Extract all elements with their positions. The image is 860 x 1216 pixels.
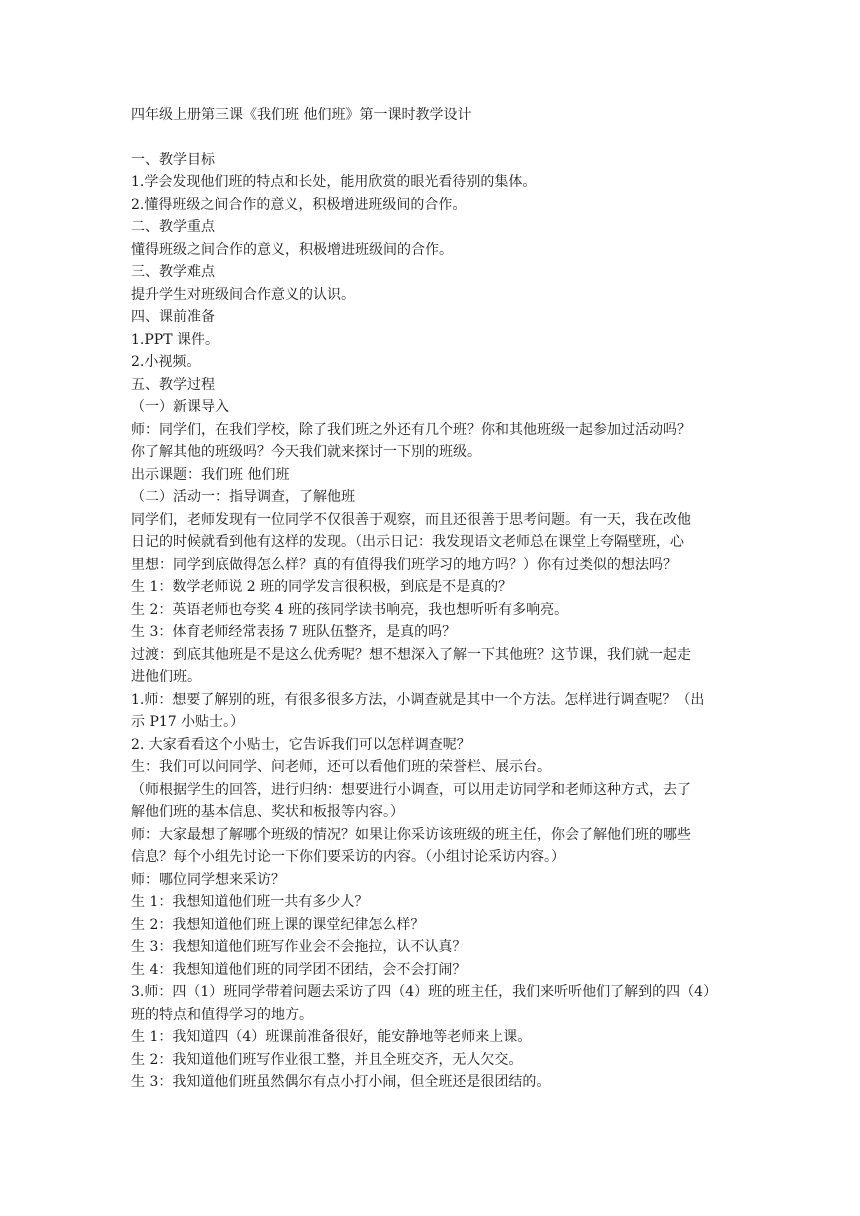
text-line: 你了解其他的班级吗？今天我们就来探讨一下別的班级。 xyxy=(131,444,481,460)
text-line: 解他们班的基本信息、奖状和板报等内容。） xyxy=(131,804,404,820)
text-line: 班的特点和值得学习的地方。 xyxy=(131,1006,313,1023)
text-line: 生 1：我知道四（4）班课前准备很好，能安静地等老师来上课。 xyxy=(131,1029,532,1045)
document-text xyxy=(131,149,741,1094)
text-line: 示 P17 小贴士。） xyxy=(131,714,245,730)
text-line: 懂得班级之间合作的意义，积极增进班级间的合作。 xyxy=(131,241,453,258)
text-line: 同学们，老师发现有一位同学不仅很善于观察，而且还很善于思考问题。有一天，我在改他 xyxy=(131,511,691,528)
text-line: 生 2：我知道他们班写作业很工整，并且全班交齐，无人欠交。 xyxy=(131,1051,523,1068)
text-line: 生 1：我想知道他们班一共有多少人？ xyxy=(131,894,369,910)
text-line: 提升学生对班级间合作意义的认识。 xyxy=(131,286,355,303)
text-line: 出示课题：我们班 他们班 xyxy=(131,466,290,483)
text-line: 里想：同学到底做得怎么样？真的有值得我们班学习的地方吗？）你有过类似的想法吗？ xyxy=(131,556,677,573)
text-line: 二、教学重点 xyxy=(131,219,215,235)
text-line: 3.师：四（1）班同学带着问题去采访了四（4）班的班主任，我们来听听他们了解到的四（4） xyxy=(131,984,718,1000)
text-line: 生 1：数学老师说 2 班的同学发言很积极，到底是不是真的？ xyxy=(131,579,513,595)
text-line: 信息？每个小组先讨论一下你们要采访的内容。（小组讨论采访内容。） xyxy=(131,849,565,865)
text-line: 日记的时候就看到他有这样的发现。（出示日记：我发现语文老师总在课堂上夸隔壁班，心 xyxy=(131,534,684,550)
text-line: 生：我们可以问同学、问老师，还可以看他们班的荣誉栏、展示台。 xyxy=(131,759,551,775)
text-line: 1.学会发现他们班的特点和长处，能用欣赏的眼光看待别的集体。 xyxy=(131,174,537,190)
document-body xyxy=(131,104,741,1094)
text-line: 进他们班。 xyxy=(131,669,201,685)
text-line: 1.师：想要了解别的班，有很多很多方法，小调查就是其中一个方法。怎样进行调查呢？（出 xyxy=(131,691,705,708)
text-line: 生 2：我想知道他们班上课的课堂纪律怎么样？ xyxy=(131,916,425,933)
text-line: 四、课前准备 xyxy=(131,309,215,325)
text-line: 生 3：我知道他们班虽然偶尔有点小打小闹，但全班还是很团结的。 xyxy=(131,1074,551,1090)
text-line: 师：大家最想了解哪个班级的情况？如果让你采访该班级的班主任，你会了解他们班的哪些 xyxy=(131,826,691,843)
text-line: 过渡：到底其他班是不是这么优秀呢？想不想深入了解一下其他班？这节课，我们就一起走 xyxy=(131,646,691,663)
text-line: 生 4：我想知道他们班的同学团不团结，会不会打闹？ xyxy=(131,961,467,978)
text-line: 五、教学过程 xyxy=(131,376,215,393)
document-title: 四年级上册第三课《我们班 他们班》第一课时教学设计 xyxy=(131,107,472,123)
text-line: （师根据学生的回答，进行归纳：想要进行小调查，可以用走访同学和老师这种方式，去了 xyxy=(131,781,691,798)
text-line: 1.PPT 课件。 xyxy=(131,331,219,348)
text-line: 一、教学目标 xyxy=(131,151,215,168)
text-line: （一）新课导入 xyxy=(131,399,229,415)
text-line: 师：哪位同学想来采访？ xyxy=(131,871,285,888)
text-line: 2.小视频。 xyxy=(131,354,201,370)
text-line: 生 3：我想知道他们班写作业会不会拖拉，认不认真？ xyxy=(131,939,467,955)
text-line: 生 3：体育老师经常表扬 7 班队伍整齐，是真的吗？ xyxy=(131,624,457,640)
text-line: （二）活动一：指导调查，了解他班 xyxy=(131,489,355,505)
text-line: 2.懂得班级之间合作的意义，积极增进班级间的合作。 xyxy=(131,196,467,213)
text-line: 2. 大家看看这个小贴士，它告诉我们可以怎样调查呢？ xyxy=(131,736,471,753)
text-line: 生 2：英语老师也夸奖 4 班的孩同学读书响亮，我也想听听有多响亮。 xyxy=(131,601,569,618)
text-line: 师：同学们，在我们学校，除了我们班之外还有几个班？你和其他班级一起参加过活动吗？ xyxy=(131,421,691,438)
text-line: 三、教学难点 xyxy=(131,264,215,280)
